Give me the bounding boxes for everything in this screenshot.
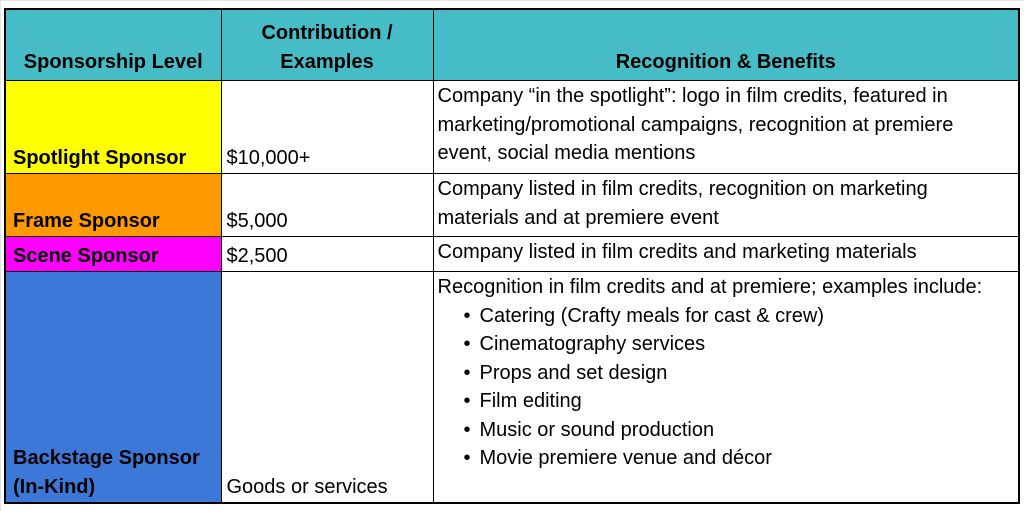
header-row [5, 9, 1019, 81]
level-cell-frame[interactable]: Frame Sponsor [5, 174, 221, 237]
table-row [5, 174, 1019, 237]
list-item: • Catering (Crafty meals for cast & crew) [474, 302, 1013, 331]
list-item: • Props and set design [474, 359, 1013, 388]
table-row [5, 237, 1019, 272]
level-cell-spotlight[interactable]: Spotlight Sponsor [5, 81, 221, 174]
benefits-intro-text: Recognition in film credits and at premiere; examples include: [437, 276, 983, 298]
examples-list [438, 302, 1013, 473]
contribution-cell-scene[interactable]: $2,500 [221, 237, 433, 272]
header-sponsorship-level[interactable]: Sponsorship Level [5, 9, 221, 81]
benefits-cell-backstage[interactable] [433, 272, 1019, 504]
header-recognition-benefits[interactable]: Recognition & Benefits [433, 9, 1019, 81]
table-row [5, 272, 1019, 504]
contribution-cell-backstage[interactable]: Goods or services [221, 272, 433, 504]
list-item: • Cinematography services [474, 330, 1013, 359]
contribution-cell-frame[interactable]: $5,000 [221, 174, 433, 237]
list-item: • Music or sound production [474, 416, 1013, 445]
benefits-cell-spotlight[interactable]: Company “in the spotlight”: logo in film credits, featured in marketing/promotional campaigns, recognition at premiere event, social media mentions [433, 81, 1019, 174]
benefits-cell-frame[interactable]: Company listed in film credits, recognition on marketing materials and at premiere event [433, 174, 1019, 237]
contribution-cell-spotlight[interactable]: $10,000+ [221, 81, 433, 174]
level-cell-scene[interactable]: Scene Sponsor [5, 237, 221, 272]
list-item: • Film editing [474, 387, 1013, 416]
header-contribution[interactable]: Contribution / Examples [221, 9, 433, 81]
table-row [5, 81, 1019, 174]
list-item: • Movie premiere venue and décor [474, 444, 1013, 473]
sponsorship-table [4, 8, 1020, 504]
benefits-cell-scene[interactable]: Company listed in film credits and marketing materials [433, 237, 1019, 272]
level-cell-backstage[interactable]: Backstage Sponsor (In-Kind) [5, 272, 221, 504]
